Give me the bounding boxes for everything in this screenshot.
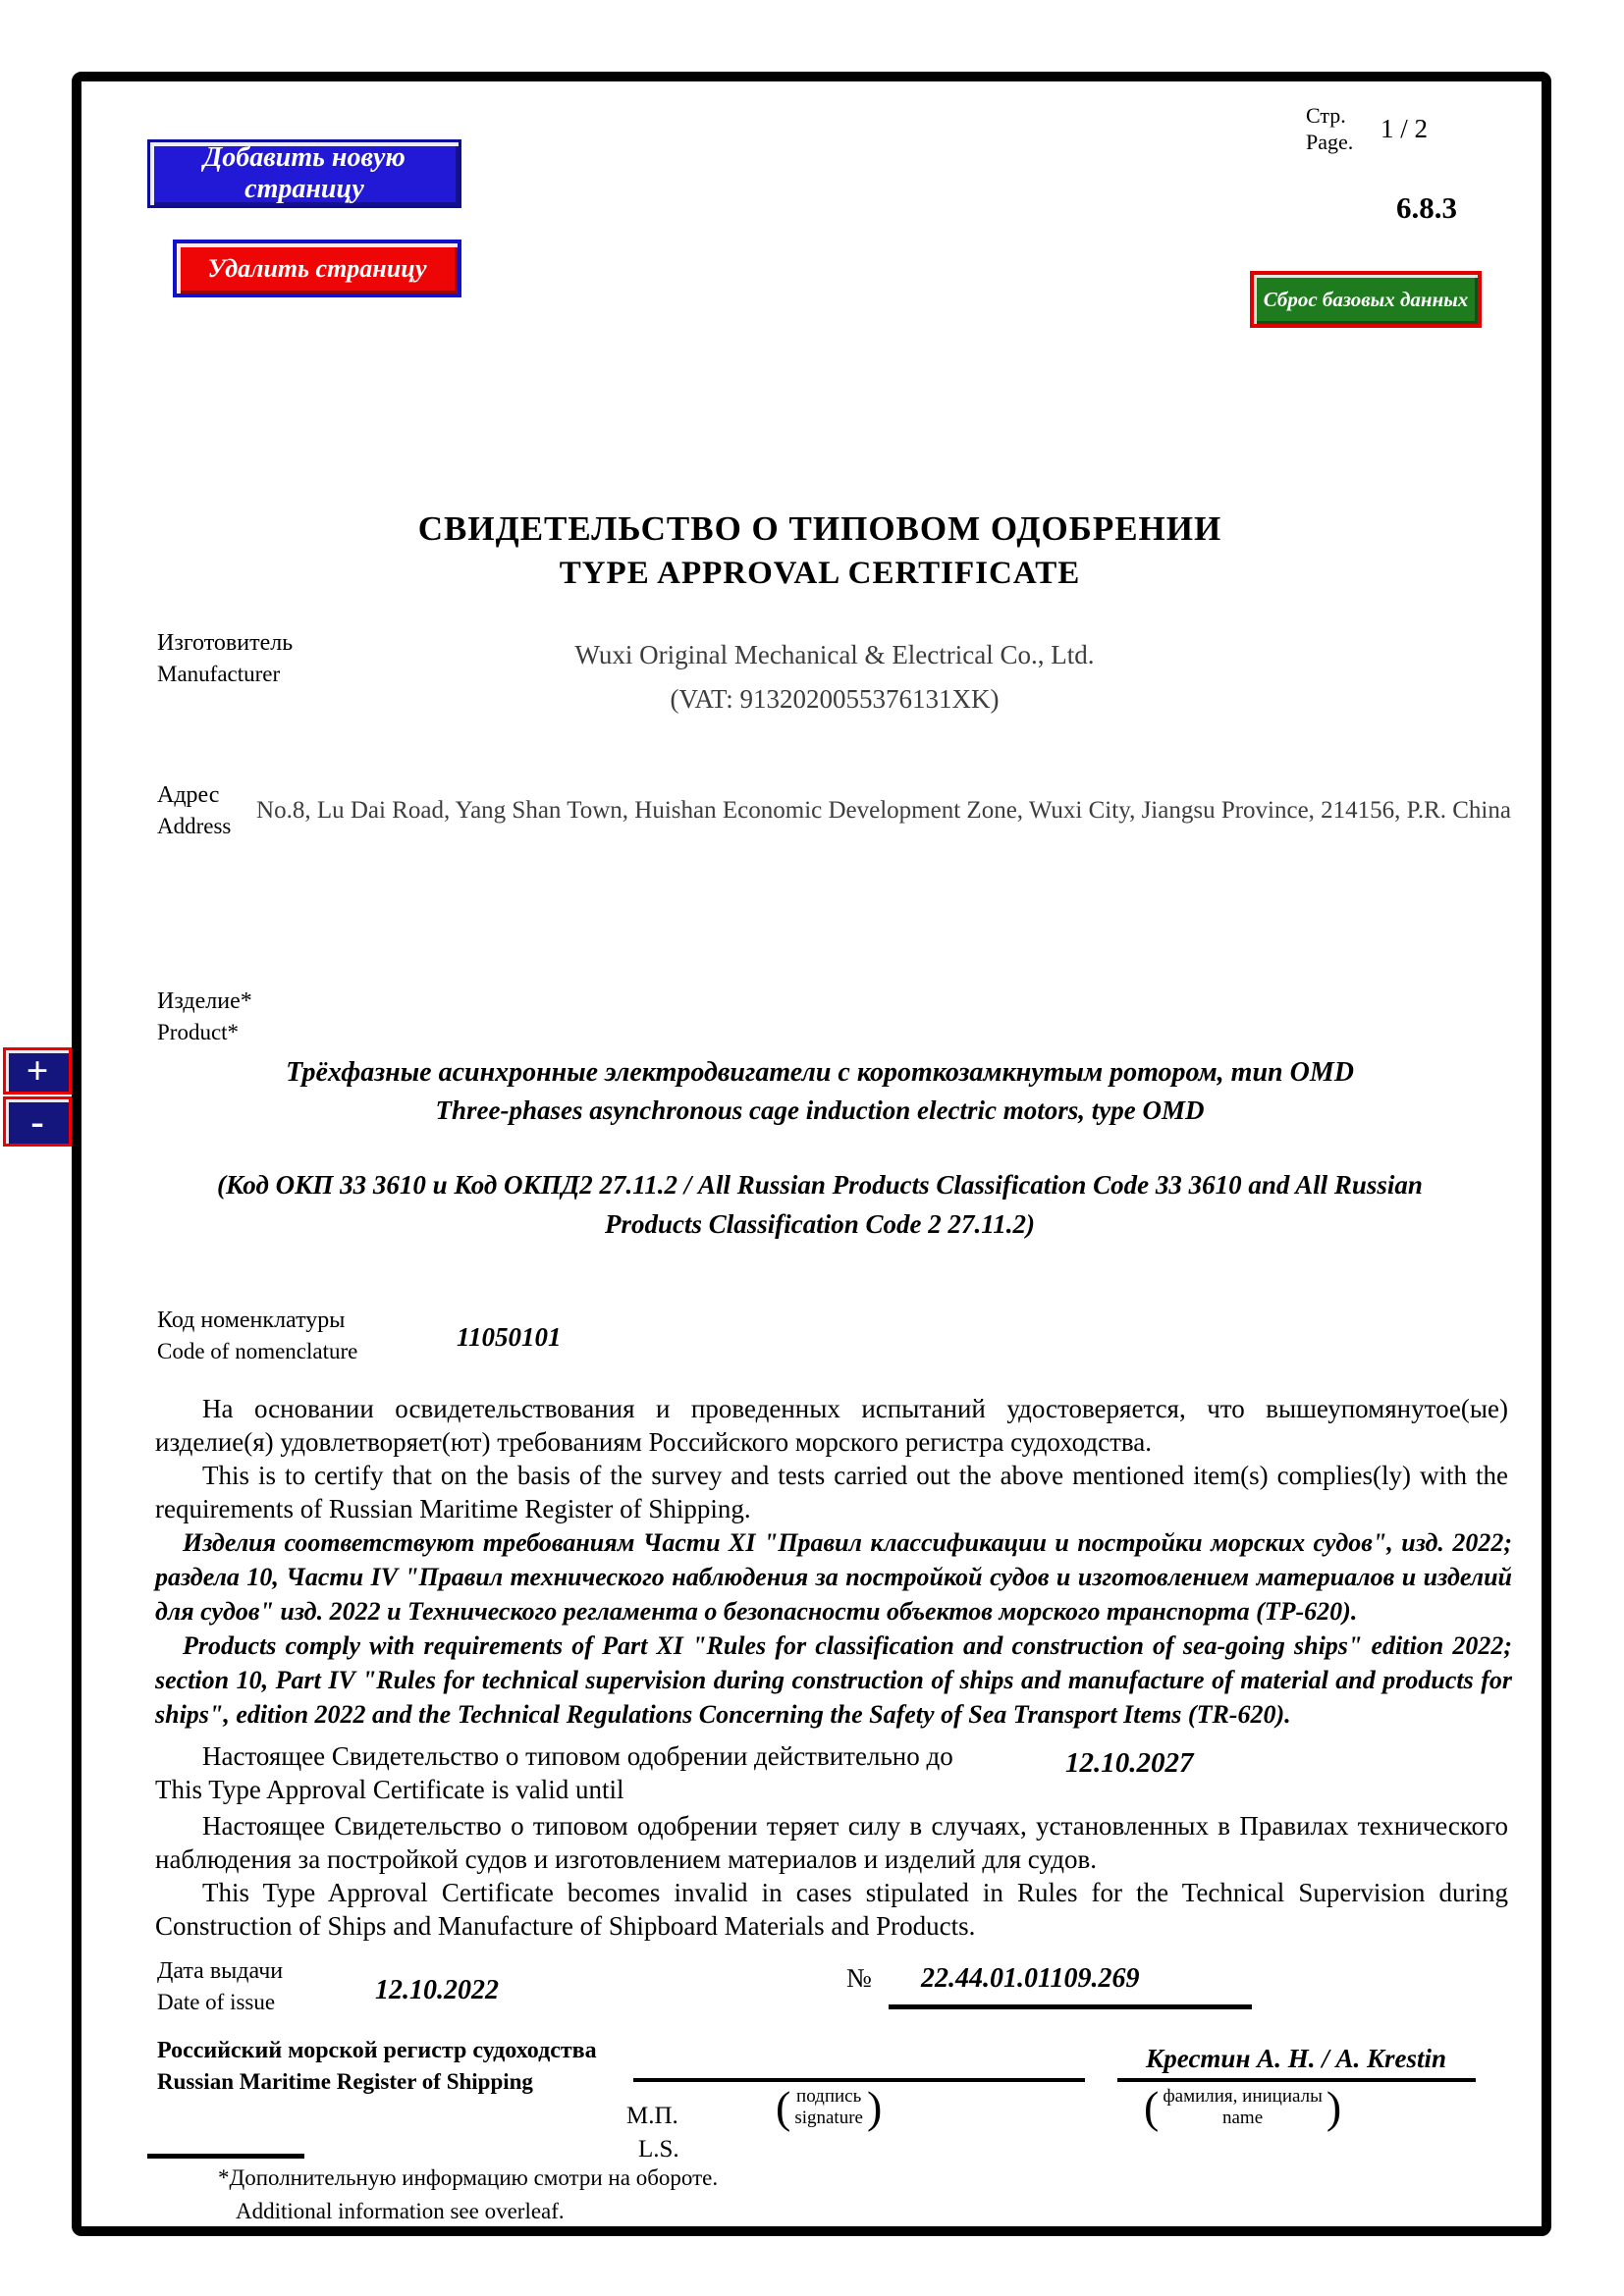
product-value-ru: Трёхфазные асинхронные электродвигатели с короткозамкнутым ротором, тип OMD xyxy=(286,1057,1354,1088)
delete-page-button[interactable]: Удалить страницу xyxy=(173,240,461,297)
compliance-ru: Изделия соответствуют требованиям Части XI "Правил классификации и постройки морских судов", изд. 2022; раздела 10, Части IV "Правил технического наблюдения за постройкой судов и изготовлением материалов и изделий для судов" изд. 2022 и Технического регламента о безопасности объектов морского транспорта (ТР-620). xyxy=(155,1528,1512,1626)
paren-open: ( xyxy=(776,2082,791,2132)
date-of-issue-label xyxy=(157,1956,283,2017)
statement-en: This is to certify that on the basis of the survey and tests carried out the above mentioned item(s) complies(ly) with the requirements of Russian Maritime Register of Shipping. xyxy=(155,1461,1508,1523)
name-caption-ru: фамилия, инициалы xyxy=(1163,2086,1323,2107)
footnote-ru: *Дополнительную информацию смотри на обороте. xyxy=(218,2165,719,2190)
examiner-name: Крестин А. Н. / A. Krestin xyxy=(1146,2044,1446,2073)
section-number: 6.8.3 xyxy=(1396,190,1457,225)
valid-until-ru: Настоящее Свидетельство о типовом одобрении действительно до xyxy=(202,1741,953,1771)
paren-open-2: ( xyxy=(1144,2082,1160,2132)
organization-name-ru: Российский морской регистр судоходства xyxy=(157,2038,597,2063)
manufacturer-label xyxy=(157,628,293,689)
plus-button[interactable]: + xyxy=(3,1047,72,1095)
valid-until-en: This Type Approval Certificate is valid until xyxy=(155,1775,624,1804)
address-value: No.8, Lu Dai Road, Yang Shan Town, Huishan Economic Development Zone, Wuxi City, Jiangsu Province, 214156, P.R. China xyxy=(256,797,1511,824)
minus-button[interactable]: - xyxy=(3,1096,72,1147)
name-line xyxy=(1117,2078,1476,2082)
product-label xyxy=(157,987,252,1047)
page-label-ru: Стр. xyxy=(1306,103,1346,128)
product-value-en: Three-phases asynchronous cage induction electric motors, type OMD xyxy=(435,1095,1205,1125)
signature-caption-ru: подпись xyxy=(796,2086,862,2107)
organization-name xyxy=(157,2036,597,2097)
footnote-en: Additional information see overleaf. xyxy=(236,2199,565,2223)
address-label-en: Address xyxy=(157,814,232,838)
nomenclature-label xyxy=(157,1306,357,1366)
compliance-statement xyxy=(155,1525,1512,1732)
organization-name-en: Russian Maritime Register of Shipping xyxy=(157,2069,533,2094)
product-classification: (Код ОКП 33 3610 и Код ОКПД2 27.11.2 / All Russian Products Classification Code 33 3610 and All Russian Products Classification Code 2 27.11.2) xyxy=(217,1170,1423,1239)
valid-until-date: 12.10.2027 xyxy=(1065,1747,1194,1779)
certificate-number-label: № xyxy=(846,1963,872,1993)
certificate-title-ru: СВИДЕТЕЛЬСТВО О ТИПОВОМ ОДОБРЕНИИ xyxy=(417,509,1222,548)
paren-close: ) xyxy=(866,2082,883,2132)
certificate-number-value: 22.44.01.01109.269 xyxy=(921,1963,1140,1994)
certification-statement xyxy=(155,1392,1508,1525)
nomenclature-value: 11050101 xyxy=(457,1322,562,1352)
manufacturer-name: Wuxi Original Mechanical & Electrical Co., Ltd. xyxy=(574,640,1095,669)
signature-caption-en: signature xyxy=(794,2108,863,2128)
manufacturer-label-ru: Изготовитель xyxy=(157,630,294,656)
signature-caption xyxy=(776,2082,883,2132)
nomenclature-label-ru: Код номенклатуры xyxy=(157,1308,346,1333)
nomenclature-label-en: Code of nomenclature xyxy=(157,1339,358,1363)
invalidity-statement xyxy=(155,1809,1508,1943)
certificate-title-en: TYPE APPROVAL CERTIFICATE xyxy=(559,556,1081,591)
paren-close-2: ) xyxy=(1326,2082,1342,2132)
footnote-rule xyxy=(147,2154,304,2159)
date-of-issue-ru: Дата выдачи xyxy=(157,1958,284,1984)
reset-base-data-button[interactable]: Сброс базовых данных xyxy=(1250,271,1482,328)
product-label-en: Product* xyxy=(157,1020,240,1044)
name-caption-en: name xyxy=(1222,2108,1264,2128)
page-counter-labels xyxy=(1306,102,1353,155)
manufacturer-vat: (VAT: 9132020055376131XK) xyxy=(670,684,1000,714)
product-label-ru: Изделие* xyxy=(157,988,252,1014)
date-of-issue-en: Date of issue xyxy=(157,1990,276,2014)
statement-ru: На основании освидетельствования и проведенных испытаний удостоверяется, что вышеупомянутое(ые) изделие(я) удовлетворяет(ют) требованиям Российского морского регистра судоходства. xyxy=(155,1394,1508,1457)
add-page-button[interactable]: Добавить новую страницу xyxy=(147,139,461,208)
compliance-en: Products comply with requirements of Part XI "Rules for classification and construction of sea-going ships" edition 2022; section 10, Part IV "Rules for technical supervision during construction of ships and manufacture of material and products for ships", edition 2022 and the Technical Regulations Concerning the Safety of Sea Transport Items (TR-620). xyxy=(155,1631,1512,1729)
page-label-en: Page. xyxy=(1306,130,1354,154)
address-label-ru: Адрес xyxy=(157,782,220,808)
valid-until-label xyxy=(155,1739,1117,1806)
signature-line xyxy=(633,2078,1085,2082)
invalidity-ru: Настоящее Свидетельство о типовом одобрении теряет силу в случаях, установленных в Правилах технического наблюдения за постройкой судов и изготовлением материалов и изделий для судов. xyxy=(155,1811,1508,1874)
stamp-label-en: L.S. xyxy=(638,2136,679,2163)
page-counter-value: 1 / 2 xyxy=(1380,114,1429,143)
address-label xyxy=(157,780,231,841)
name-caption xyxy=(1144,2082,1342,2132)
certificate-number-underline xyxy=(889,2004,1252,2009)
invalidity-en: This Type Approval Certificate becomes invalid in cases stipulated in Rules for the Technical Supervision during Construction of Ships and Manufacture of Shipboard Materials and Products. xyxy=(155,1878,1508,1941)
date-of-issue-value: 12.10.2022 xyxy=(375,1975,499,2005)
stamp-label-ru: М.П. xyxy=(626,2103,678,2129)
manufacturer-label-en: Manufacturer xyxy=(157,662,281,686)
